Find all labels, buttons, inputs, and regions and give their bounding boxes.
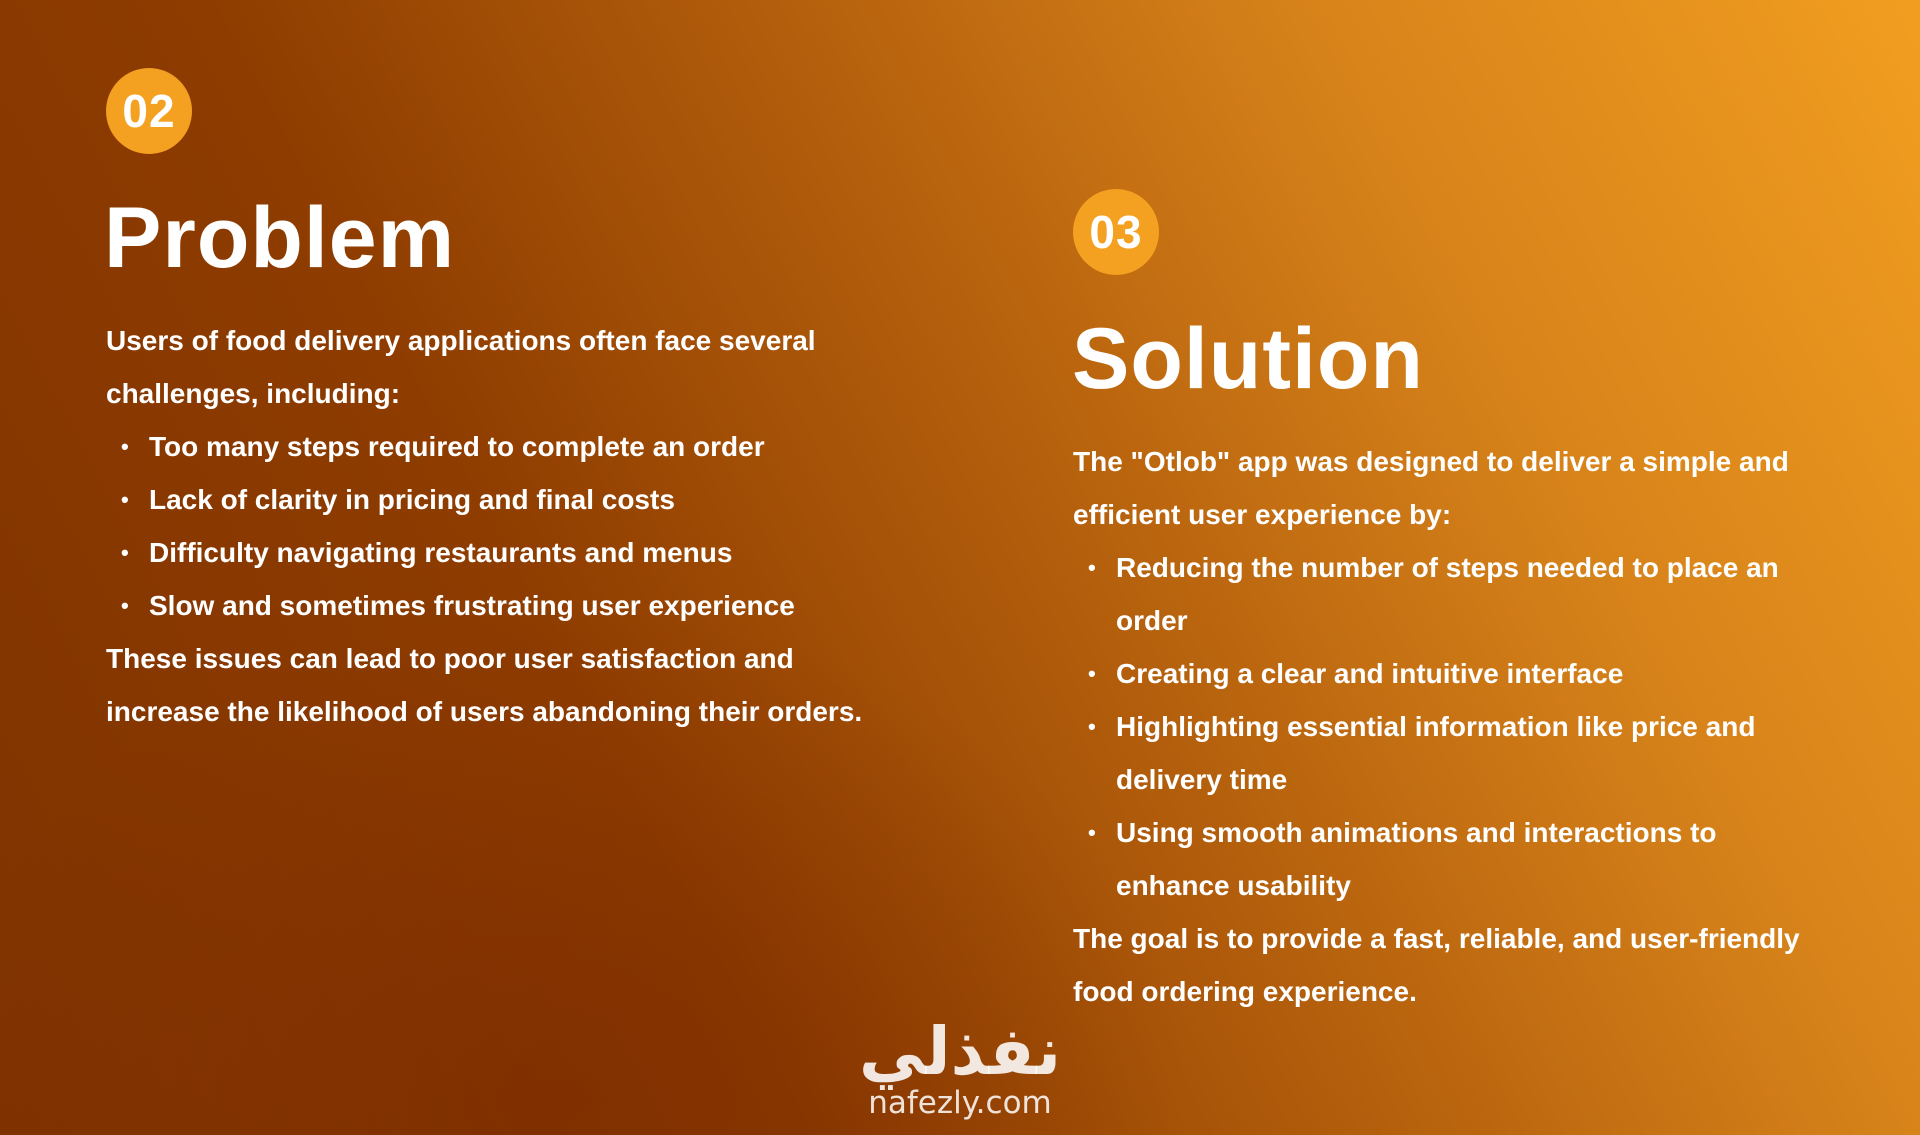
list-item: • Using smooth animations and interactions to enhance usability <box>1073 806 1813 912</box>
list-item: • Slow and sometimes frustrating user experience <box>106 579 866 632</box>
list-item: • Highlighting essential information like price and delivery time <box>1073 700 1813 806</box>
watermark-arabic: نفذلي <box>859 1013 1061 1090</box>
solution-outro: The goal is to provide a fast, reliable, and user-friendly food ordering experience. <box>1073 923 1800 1007</box>
watermark-domain: nafezly.com <box>868 1085 1052 1121</box>
list-item: • Lack of clarity in pricing and final costs <box>106 473 866 526</box>
solution-body <box>1073 435 1813 1018</box>
problem-outro: These issues can lead to poor user satisfaction and increase the likelihood of users abandoning their orders. <box>106 643 863 727</box>
solution-title: Solution <box>1072 311 1424 407</box>
solution-number-badge: 03 <box>1073 189 1159 275</box>
problem-body <box>106 314 866 738</box>
problem-title: Problem <box>104 190 456 286</box>
list-item: • Creating a clear and intuitive interface <box>1073 647 1813 700</box>
problem-intro: Users of food delivery applications often face several challenges, including: <box>106 325 816 409</box>
list-item: • Difficulty navigating restaurants and menus <box>106 526 866 579</box>
solution-list <box>1073 541 1813 912</box>
problem-number-badge: 02 <box>106 68 192 154</box>
solution-intro: The "Otlob" app was designed to deliver a simple and efficient user experience by: <box>1073 446 1789 530</box>
problem-list <box>106 420 866 632</box>
nafezly-watermark-logo <box>840 1012 1080 1135</box>
list-item: • Too many steps required to complete an order <box>106 420 866 473</box>
list-item: • Reducing the number of steps needed to place an order <box>1073 541 1813 647</box>
